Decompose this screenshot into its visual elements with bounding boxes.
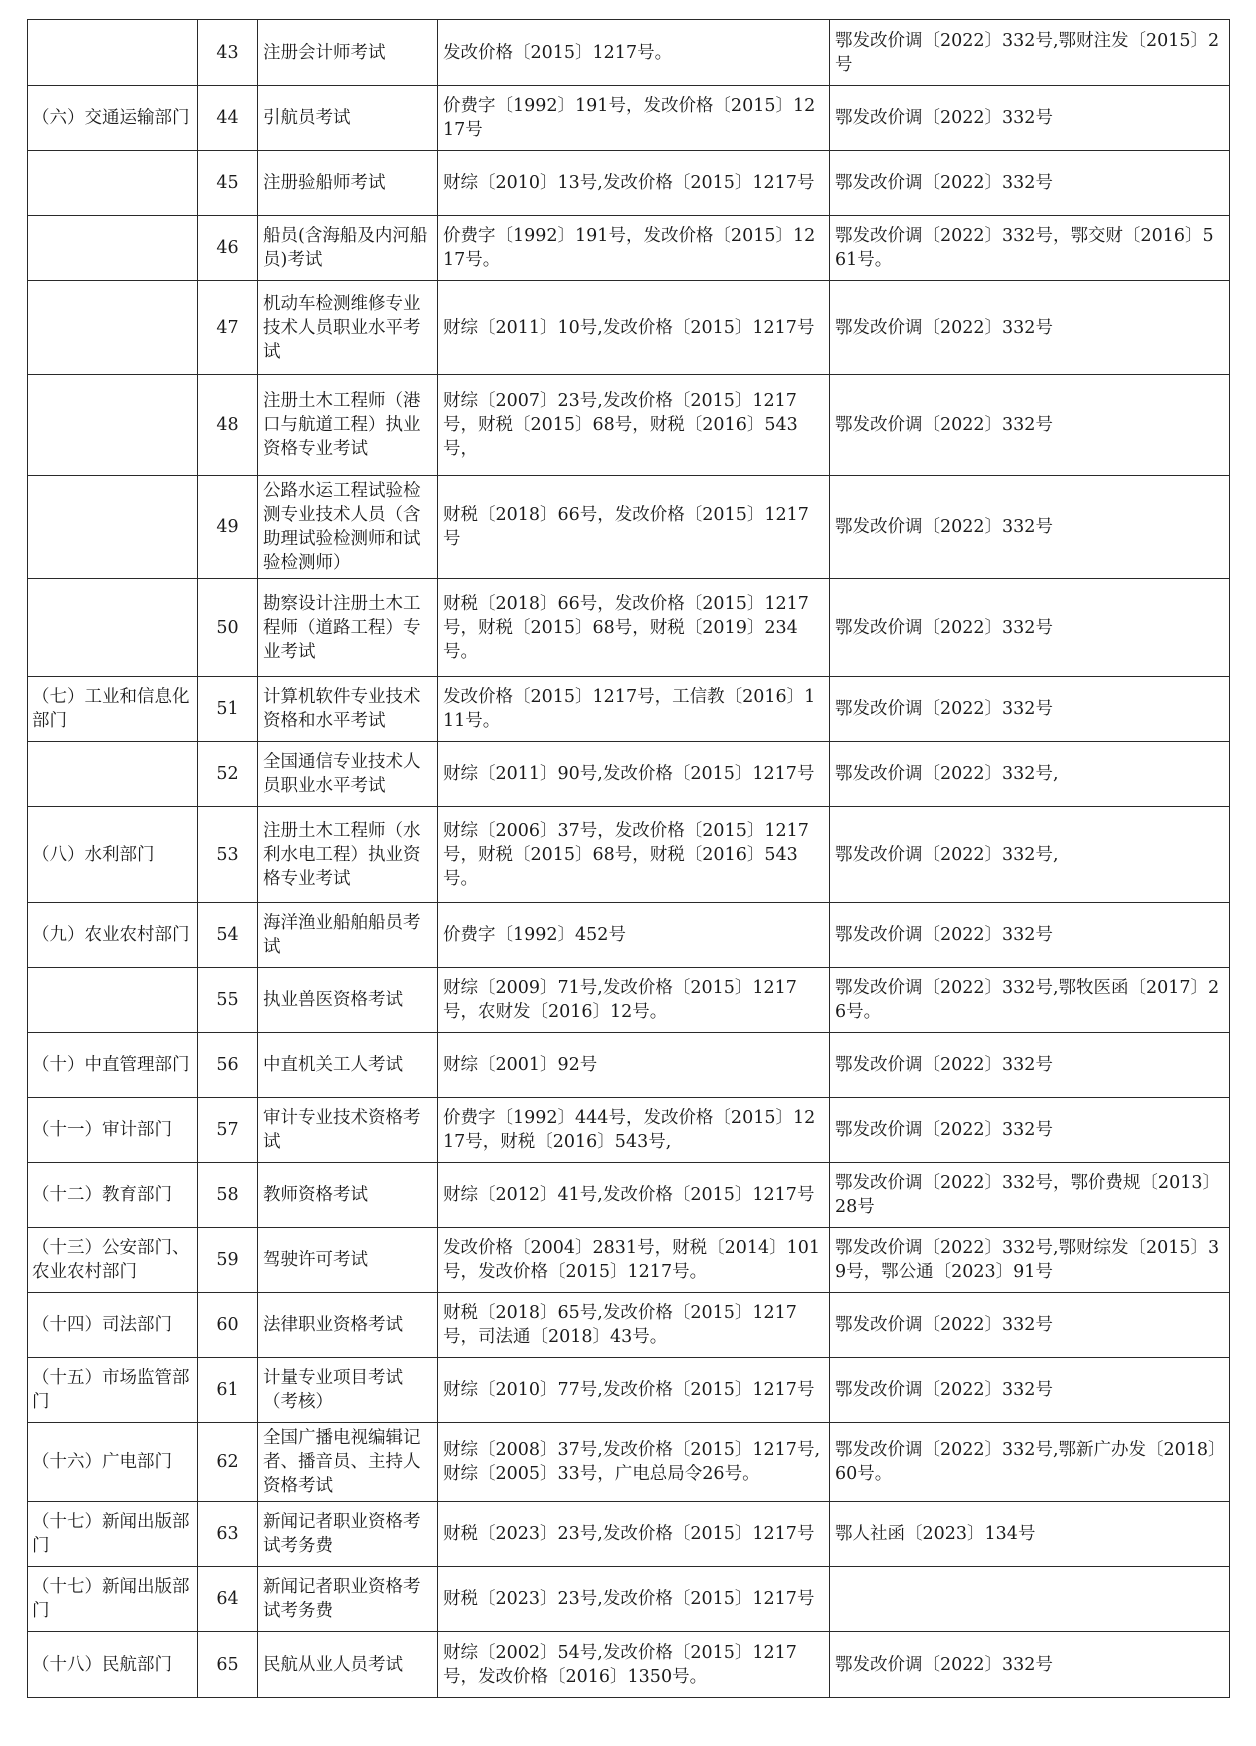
exam-name-cell: 机动车检测维修专业技术人员职业水平考试	[258, 281, 438, 375]
item-number-cell: 60	[198, 1293, 258, 1358]
department-cell	[28, 476, 198, 579]
item-number-cell: 46	[198, 216, 258, 281]
provincial-basis-cell: 鄂发改价调〔2022〕332号	[830, 579, 1230, 677]
exam-name-cell: 民航从业人员考试	[258, 1632, 438, 1698]
exam-name-cell: 注册土木工程师（港口与航道工程）执业资格专业考试	[258, 375, 438, 476]
table-row	[28, 968, 1230, 1033]
provincial-basis-cell: 鄂发改价调〔2022〕332号	[830, 903, 1230, 968]
department-cell: （十）中直管理部门	[28, 1033, 198, 1098]
provincial-basis-cell: 鄂发改价调〔2022〕332号	[830, 375, 1230, 476]
provincial-basis-cell: 鄂发改价调〔2022〕332号,鄂财综发〔2015〕39号，鄂公通〔2023〕91号	[830, 1228, 1230, 1293]
department-cell	[28, 281, 198, 375]
item-number-cell: 57	[198, 1098, 258, 1163]
national-basis-cell: 财综〔2011〕10号,发改价格〔2015〕1217号	[438, 281, 830, 375]
table-row	[28, 579, 1230, 677]
table-row	[28, 476, 1230, 579]
table-row	[28, 807, 1230, 903]
national-basis-cell: 财税〔2018〕66号，发改价格〔2015〕1217号，财税〔2015〕68号，财税〔2019〕234号。	[438, 579, 830, 677]
table-row	[28, 677, 1230, 742]
exam-name-cell: 计算机软件专业技术资格和水平考试	[258, 677, 438, 742]
provincial-basis-cell: 鄂发改价调〔2022〕332号	[830, 476, 1230, 579]
item-number-cell: 63	[198, 1502, 258, 1567]
provincial-basis-cell: 鄂发改价调〔2022〕332号,鄂财注发〔2015〕2号	[830, 20, 1230, 86]
department-cell: （九）农业农村部门	[28, 903, 198, 968]
department-cell	[28, 20, 198, 86]
exam-name-cell: 引航员考试	[258, 86, 438, 151]
provincial-basis-cell: 鄂发改价调〔2022〕332号,	[830, 742, 1230, 807]
table-row	[28, 1228, 1230, 1293]
item-number-cell: 64	[198, 1567, 258, 1632]
exam-name-cell: 法律职业资格考试	[258, 1293, 438, 1358]
item-number-cell: 59	[198, 1228, 258, 1293]
table-row	[28, 1033, 1230, 1098]
provincial-basis-cell: 鄂发改价调〔2022〕332号，鄂价费规〔2013〕28号	[830, 1163, 1230, 1228]
national-basis-cell: 财综〔2012〕41号,发改价格〔2015〕1217号	[438, 1163, 830, 1228]
table-row	[28, 281, 1230, 375]
table-row	[28, 1293, 1230, 1358]
national-basis-cell: 财综〔2006〕37号，发改价格〔2015〕1217号，财税〔2015〕68号，财税〔2016〕543号。	[438, 807, 830, 903]
item-number-cell: 45	[198, 151, 258, 216]
item-number-cell: 65	[198, 1632, 258, 1698]
item-number-cell: 49	[198, 476, 258, 579]
department-cell: （六）交通运输部门	[28, 86, 198, 151]
provincial-basis-cell: 鄂发改价调〔2022〕332号	[830, 677, 1230, 742]
department-cell: （十二）教育部门	[28, 1163, 198, 1228]
national-basis-cell: 财综〔2007〕23号,发改价格〔2015〕1217号，财税〔2015〕68号，财税〔2016〕543号，	[438, 375, 830, 476]
national-basis-cell: 财税〔2018〕65号,发改价格〔2015〕1217号，司法通〔2018〕43号。	[438, 1293, 830, 1358]
national-basis-cell: 价费字〔1992〕191号，发改价格〔2015〕1217号。	[438, 216, 830, 281]
department-cell: （十六）广电部门	[28, 1423, 198, 1502]
table-row	[28, 742, 1230, 807]
national-basis-cell: 财综〔2010〕13号,发改价格〔2015〕1217号	[438, 151, 830, 216]
national-basis-cell: 价费字〔1992〕444号，发改价格〔2015〕1217号，财税〔2016〕543号,	[438, 1098, 830, 1163]
table-row	[28, 1502, 1230, 1567]
exam-name-cell: 中直机关工人考试	[258, 1033, 438, 1098]
exam-name-cell: 注册土木工程师（水利水电工程）执业资格专业考试	[258, 807, 438, 903]
item-number-cell: 52	[198, 742, 258, 807]
department-cell: （七）工业和信息化部门	[28, 677, 198, 742]
exam-name-cell: 注册验船师考试	[258, 151, 438, 216]
exam-name-cell: 教师资格考试	[258, 1163, 438, 1228]
item-number-cell: 50	[198, 579, 258, 677]
table-row	[28, 1423, 1230, 1502]
table-row	[28, 216, 1230, 281]
item-number-cell: 43	[198, 20, 258, 86]
table-body	[28, 20, 1230, 1698]
national-basis-cell: 财税〔2023〕23号,发改价格〔2015〕1217号	[438, 1502, 830, 1567]
department-cell: （十七）新闻出版部门	[28, 1502, 198, 1567]
national-basis-cell: 财综〔2009〕71号,发改价格〔2015〕1217号，农财发〔2016〕12号。	[438, 968, 830, 1033]
table-row	[28, 1358, 1230, 1423]
provincial-basis-cell: 鄂发改价调〔2022〕332号	[830, 1098, 1230, 1163]
item-number-cell: 56	[198, 1033, 258, 1098]
provincial-basis-cell: 鄂发改价调〔2022〕332号	[830, 1358, 1230, 1423]
department-cell	[28, 151, 198, 216]
item-number-cell: 62	[198, 1423, 258, 1502]
fee-basis-table	[27, 19, 1230, 1698]
department-cell: （十八）民航部门	[28, 1632, 198, 1698]
item-number-cell: 48	[198, 375, 258, 476]
table-row	[28, 20, 1230, 86]
national-basis-cell: 财税〔2018〕66号，发改价格〔2015〕1217号	[438, 476, 830, 579]
department-cell	[28, 216, 198, 281]
department-cell: （十一）审计部门	[28, 1098, 198, 1163]
exam-name-cell: 执业兽医资格考试	[258, 968, 438, 1033]
exam-name-cell: 海洋渔业船舶船员考试	[258, 903, 438, 968]
provincial-basis-cell	[830, 1567, 1230, 1632]
item-number-cell: 44	[198, 86, 258, 151]
exam-name-cell: 新闻记者职业资格考试考务费	[258, 1567, 438, 1632]
provincial-basis-cell: 鄂发改价调〔2022〕332号	[830, 1293, 1230, 1358]
provincial-basis-cell: 鄂发改价调〔2022〕332号，鄂交财〔2016〕561号。	[830, 216, 1230, 281]
department-cell: （八）水利部门	[28, 807, 198, 903]
national-basis-cell: 价费字〔1992〕191号，发改价格〔2015〕1217号	[438, 86, 830, 151]
national-basis-cell: 发改价格〔2015〕1217号。	[438, 20, 830, 86]
exam-name-cell: 船员(含海船及内河船员)考试	[258, 216, 438, 281]
item-number-cell: 54	[198, 903, 258, 968]
department-cell: （十四）司法部门	[28, 1293, 198, 1358]
exam-name-cell: 勘察设计注册土木工程师（道路工程）专业考试	[258, 579, 438, 677]
department-cell: （十五）市场监管部门	[28, 1358, 198, 1423]
department-cell	[28, 968, 198, 1033]
provincial-basis-cell: 鄂发改价调〔2022〕332号,鄂牧医函〔2017〕26号。	[830, 968, 1230, 1033]
department-cell	[28, 375, 198, 476]
national-basis-cell: 财综〔2001〕92号	[438, 1033, 830, 1098]
national-basis-cell: 财综〔2010〕77号,发改价格〔2015〕1217号	[438, 1358, 830, 1423]
table-row	[28, 375, 1230, 476]
item-number-cell: 61	[198, 1358, 258, 1423]
provincial-basis-cell: 鄂发改价调〔2022〕332号	[830, 1632, 1230, 1698]
department-cell	[28, 742, 198, 807]
table-row	[28, 86, 1230, 151]
item-number-cell: 53	[198, 807, 258, 903]
exam-name-cell: 全国广播电视编辑记者、播音员、主持人资格考试	[258, 1423, 438, 1502]
exam-name-cell: 计量专业项目考试（考核）	[258, 1358, 438, 1423]
national-basis-cell: 财综〔2011〕90号,发改价格〔2015〕1217号	[438, 742, 830, 807]
national-basis-cell: 价费字〔1992〕452号	[438, 903, 830, 968]
exam-name-cell: 驾驶许可考试	[258, 1228, 438, 1293]
national-basis-cell: 财综〔2002〕54号,发改价格〔2015〕1217号，发改价格〔2016〕1350号。	[438, 1632, 830, 1698]
exam-name-cell: 全国通信专业技术人员职业水平考试	[258, 742, 438, 807]
national-basis-cell: 财综〔2008〕37号,发改价格〔2015〕1217号,财综〔2005〕33号，广电总局令26号。	[438, 1423, 830, 1502]
item-number-cell: 55	[198, 968, 258, 1033]
provincial-basis-cell: 鄂发改价调〔2022〕332号	[830, 1033, 1230, 1098]
provincial-basis-cell: 鄂发改价调〔2022〕332号,	[830, 807, 1230, 903]
table-row	[28, 903, 1230, 968]
exam-name-cell: 新闻记者职业资格考试考务费	[258, 1502, 438, 1567]
national-basis-cell: 发改价格〔2015〕1217号，工信教〔2016〕111号。	[438, 677, 830, 742]
national-basis-cell: 财税〔2023〕23号,发改价格〔2015〕1217号	[438, 1567, 830, 1632]
exam-name-cell: 公路水运工程试验检测专业技术人员（含助理试验检测师和试验检测师）	[258, 476, 438, 579]
provincial-basis-cell: 鄂发改价调〔2022〕332号	[830, 151, 1230, 216]
fee-basis-table-page	[27, 19, 1229, 1698]
provincial-basis-cell: 鄂人社函〔2023〕134号	[830, 1502, 1230, 1567]
table-row	[28, 1163, 1230, 1228]
table-row	[28, 1632, 1230, 1698]
department-cell: （十七）新闻出版部门	[28, 1567, 198, 1632]
department-cell: （十三）公安部门、农业农村部门	[28, 1228, 198, 1293]
exam-name-cell: 审计专业技术资格考试	[258, 1098, 438, 1163]
provincial-basis-cell: 鄂发改价调〔2022〕332号	[830, 281, 1230, 375]
table-row	[28, 151, 1230, 216]
table-row	[28, 1098, 1230, 1163]
provincial-basis-cell: 鄂发改价调〔2022〕332号	[830, 86, 1230, 151]
national-basis-cell: 发改价格〔2004〕2831号，财税〔2014〕101号，发改价格〔2015〕1217号。	[438, 1228, 830, 1293]
exam-name-cell: 注册会计师考试	[258, 20, 438, 86]
provincial-basis-cell: 鄂发改价调〔2022〕332号,鄂新广办发〔2018〕60号。	[830, 1423, 1230, 1502]
item-number-cell: 51	[198, 677, 258, 742]
department-cell	[28, 579, 198, 677]
item-number-cell: 58	[198, 1163, 258, 1228]
table-row	[28, 1567, 1230, 1632]
item-number-cell: 47	[198, 281, 258, 375]
